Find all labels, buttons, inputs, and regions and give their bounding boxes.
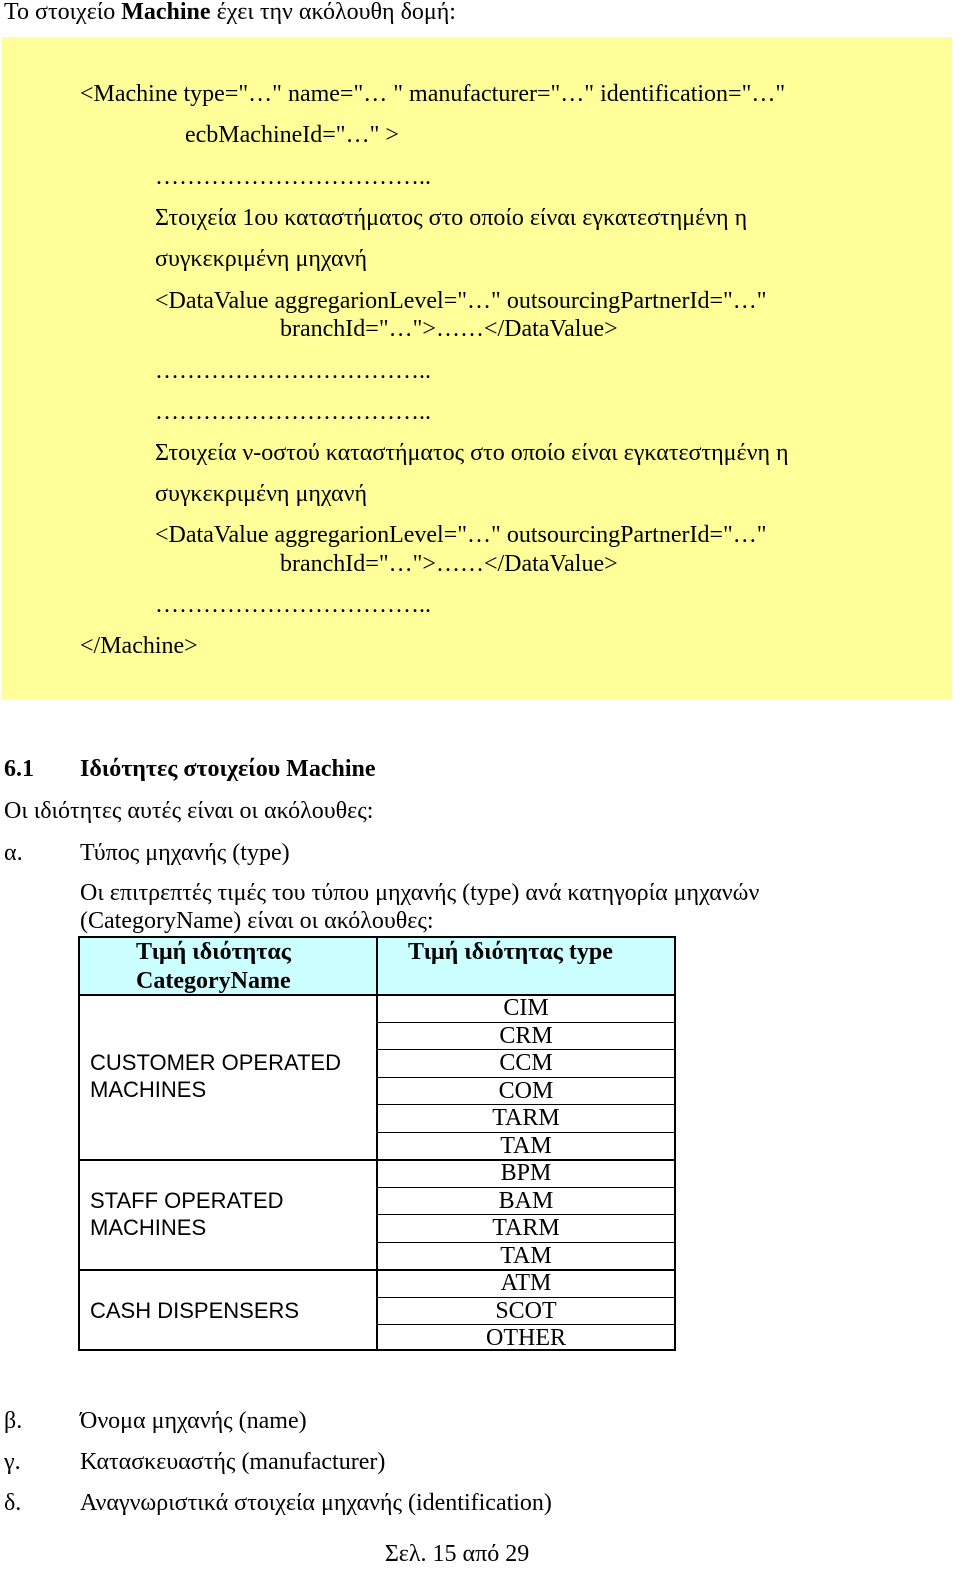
code-comment: Στοιχεία ν-οστού καταστήματος στο οποίο είναι εγκατεστημένη η bbox=[155, 440, 789, 466]
section-number: 6.1 bbox=[4, 756, 34, 782]
table-category-line: MACHINES bbox=[90, 1215, 207, 1240]
table-category-cell bbox=[90, 1297, 299, 1324]
code-datavalue: <DataValue aggregarionLevel="…" outsourcingPartnerId="…" bbox=[155, 288, 767, 314]
section-title-prefix: Ιδιότητες στοιχείου bbox=[80, 756, 287, 782]
table-type-cell: TARM bbox=[492, 1105, 560, 1131]
item-d-label: Αναγνωριστικά στοιχεία μηχανής (identification) bbox=[80, 1490, 552, 1516]
item-a-paragraph-line1: Οι επιτρεπτές τιμές του τύπου μηχανής (type) ανά κατηγορία μηχανών bbox=[80, 880, 760, 906]
code-ellipsis: …………………………….. bbox=[155, 592, 431, 618]
item-b-marker: β. bbox=[4, 1408, 23, 1434]
table-type-cell: COM bbox=[498, 1078, 554, 1104]
category-type-table bbox=[78, 936, 676, 1351]
code-line-machine-open: <Machine type="…" name="… " manufacturer="…" identification="…" bbox=[80, 81, 786, 107]
table-category-line: CUSTOMER OPERATED bbox=[90, 1050, 341, 1075]
section-title bbox=[80, 756, 376, 783]
table-header-category-line1: Τιμή ιδιότητας bbox=[136, 939, 291, 965]
intro-element: Machine bbox=[121, 0, 211, 25]
table-type-cell: ATM bbox=[500, 1270, 552, 1296]
section-intro: Οι ιδιότητες αυτές είναι οι ακόλουθες: bbox=[4, 798, 374, 824]
page-number-footer: Σελ. 15 από 29 bbox=[384, 1541, 530, 1567]
table-category-cell bbox=[90, 1187, 284, 1241]
code-comment: συγκεκριμένη μηχανή bbox=[155, 246, 367, 272]
item-b-label: Όνομα μηχανής (name) bbox=[80, 1408, 307, 1434]
table-category-line: STAFF OPERATED bbox=[90, 1188, 284, 1213]
intro-line bbox=[4, 0, 456, 26]
item-a-label: Τύπος μηχανής (type) bbox=[80, 840, 290, 866]
table-header-category-line2: CategoryName bbox=[136, 968, 291, 994]
table-category-line: CASH DISPENSERS bbox=[90, 1298, 300, 1323]
item-c-label: Κατασκευαστής (manufacturer) bbox=[80, 1449, 386, 1475]
code-line-machine-close: </Machine> bbox=[80, 633, 198, 659]
table-type-cell: TARM bbox=[492, 1215, 560, 1241]
table-type-cell: SCOT bbox=[495, 1298, 557, 1324]
intro-suffix: έχει την ακόλουθη δομή: bbox=[210, 0, 456, 25]
item-a-paragraph bbox=[80, 879, 950, 935]
table-category-cell bbox=[90, 1049, 341, 1103]
table-type-cell: BAM bbox=[498, 1188, 554, 1214]
item-a-paragraph-line2: (CategoryName) είναι οι ακόλουθες: bbox=[80, 908, 434, 934]
table-type-cell: BPM bbox=[500, 1160, 552, 1186]
table-category-line: MACHINES bbox=[90, 1077, 207, 1102]
code-line-machine-open-cont: ecbMachineId="…" > bbox=[185, 122, 399, 148]
intro-prefix: Το στοιχείο bbox=[4, 0, 122, 25]
table-type-cell: OTHER bbox=[486, 1325, 566, 1351]
code-ellipsis: …………………………….. bbox=[155, 164, 431, 190]
item-d-marker: δ. bbox=[4, 1490, 22, 1516]
table-type-cell: TAM bbox=[500, 1243, 552, 1269]
table-type-cell: CCM bbox=[499, 1050, 553, 1076]
code-datavalue: <DataValue aggregarionLevel="…" outsourcingPartnerId="…" bbox=[155, 522, 767, 548]
table-type-cell: TAM bbox=[500, 1133, 552, 1159]
table-header-type: Τιμή ιδιότητας type bbox=[408, 939, 613, 965]
code-datavalue-cont: branchId="…">……</DataValue> bbox=[280, 551, 618, 577]
item-a-marker: α. bbox=[4, 840, 23, 866]
code-datavalue-cont: branchId="…">……</DataValue> bbox=[280, 316, 618, 342]
section-title-element: Machine bbox=[286, 756, 376, 782]
code-ellipsis: …………………………….. bbox=[155, 358, 431, 384]
code-comment: συγκεκριμένη μηχανή bbox=[155, 481, 367, 507]
table-type-cell: CIM bbox=[503, 995, 549, 1021]
code-structure-box bbox=[2, 37, 952, 699]
item-c-marker: γ. bbox=[4, 1449, 21, 1475]
table-type-cell: CRM bbox=[499, 1023, 553, 1049]
table-header-category bbox=[136, 938, 291, 996]
code-comment: Στοιχεία 1ου καταστήματος στο οποίο είναι εγκατεστημένη η bbox=[155, 205, 748, 231]
code-ellipsis: …………………………….. bbox=[155, 399, 431, 425]
